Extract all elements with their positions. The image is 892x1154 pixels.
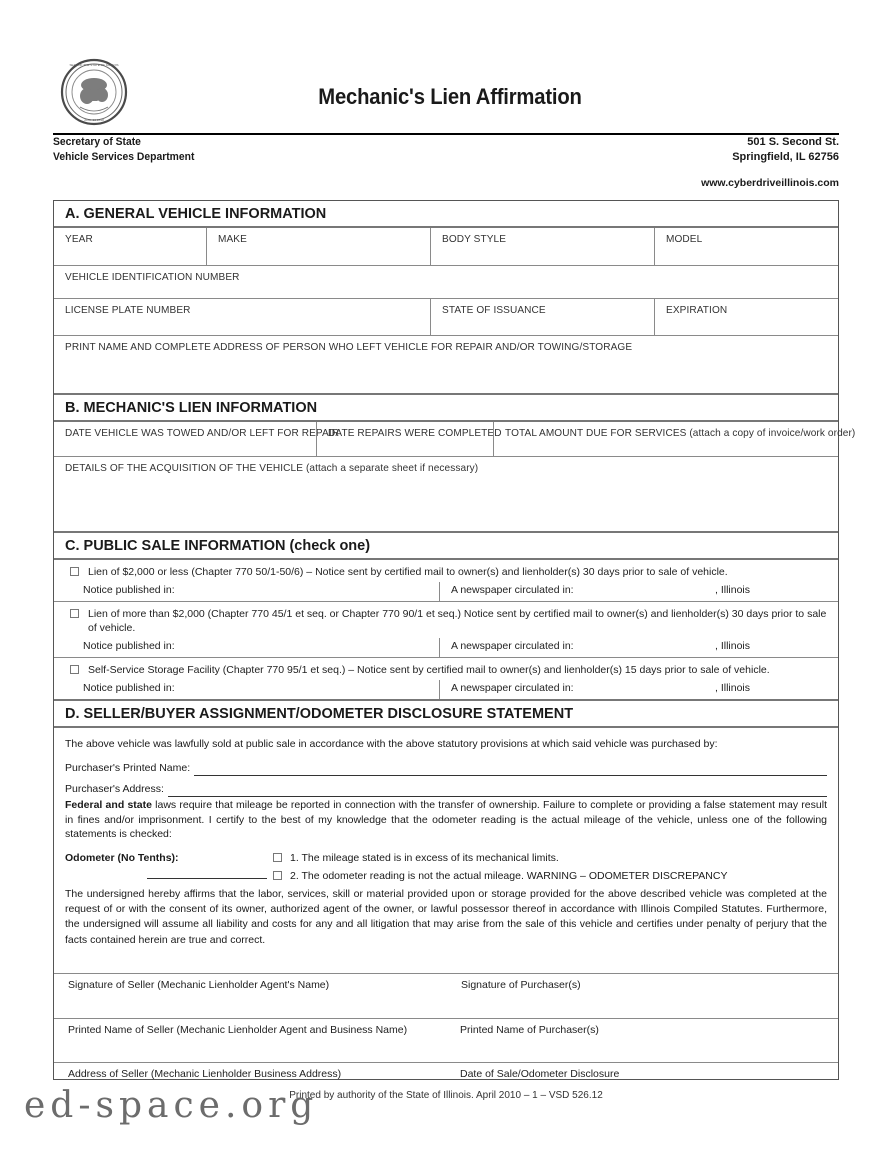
field-date-repairs-completed[interactable]: DATE REPAIRS WERE COMPLETED bbox=[316, 422, 493, 456]
signature-row-2 bbox=[54, 1018, 838, 1062]
section-c-heading: C. PUBLIC SALE INFORMATION (check one) bbox=[54, 531, 838, 560]
odometer-block bbox=[65, 851, 827, 887]
field-license-plate-number[interactable]: LICENSE PLATE NUMBER bbox=[65, 304, 191, 316]
field-vin[interactable]: VEHICLE IDENTIFICATION NUMBER bbox=[65, 271, 240, 283]
checkbox-lien-2000-or-less[interactable] bbox=[70, 567, 79, 576]
illinois-state-seal-icon bbox=[60, 55, 128, 129]
sale-intro-text: The above vehicle was lawfully sold at public sale in accordance with the above statutory provisions at which said vehicle was purchased by: bbox=[65, 738, 718, 750]
purchaser-address-label: Purchaser's Address: bbox=[65, 783, 164, 795]
watermark: ed-space.org bbox=[24, 1085, 319, 1126]
section-b-row-1 bbox=[54, 422, 856, 457]
purchaser-printed-name-label: Purchaser's Printed Name: bbox=[65, 762, 191, 774]
field-expiration[interactable]: EXPIRATION bbox=[654, 299, 838, 335]
odometer-reading-input[interactable] bbox=[147, 866, 267, 879]
public-sale-option-3[interactable]: Self-Service Storage Facility (Chapter 770 95/1 et seq.) – Notice sent by certified mail to owner(s) and lienholder(s) 15 days prior to sale of vehicle. Notice published in: A newspaper circulated in: , Illinois bbox=[54, 658, 838, 699]
section-a-row-3 bbox=[54, 299, 838, 336]
field-acquisition-details[interactable]: DETAILS OF THE ACQUISITION OF THE VEHICLE (attach a separate sheet if necessary) bbox=[65, 462, 479, 474]
odometer-label: Odometer (No Tenths): bbox=[65, 851, 179, 864]
form-body bbox=[53, 200, 856, 1080]
field-model[interactable]: MODEL bbox=[654, 228, 838, 265]
checkbox-odometer-discrepancy[interactable] bbox=[273, 871, 282, 880]
purchaser-printed-name-row[interactable] bbox=[65, 761, 827, 776]
public-sale-option-2[interactable]: Lien of more than $2,000 (Chapter 770 45/1 et seq. or Chapter 770 90/1 et seq.) Notice sent by certified mail to owner(s) and lienholder(s) 30 days prior to sale of vehicle. Notice published in: A newspaper circulated in: , Illinois bbox=[54, 602, 838, 658]
date-of-sale-field[interactable]: Date of Sale/Odometer Disclosure bbox=[460, 1067, 620, 1080]
address-of-seller-field[interactable]: Address of Seller (Mechanic Lienholder Business Address) bbox=[68, 1067, 342, 1080]
federal-disclosure-text: laws require that mileage be reported in connection with the transfer of ownership. Failure to complete or providing a false statement may result in fines and/or imprisonment. I certify to the best of my knowledge that the odometer reading is the actual mileage of the vehicle, unless one of the following statements is checked: bbox=[65, 799, 827, 841]
document-header bbox=[0, 0, 892, 190]
office-line-2: Vehicle Services Department bbox=[53, 151, 195, 163]
field-date-towed[interactable]: DATE VEHICLE WAS TOWED AND/OR LEFT FOR REPAIR bbox=[65, 427, 340, 439]
section-d-body bbox=[54, 728, 838, 963]
federal-bold-lead: Federal and state bbox=[65, 799, 152, 811]
signature-of-seller-field[interactable]: Signature of Seller (Mechanic Lienholder Agent's Name) bbox=[68, 978, 330, 991]
purchaser-address-input[interactable] bbox=[168, 786, 827, 797]
notice-published-in-3[interactable]: Notice published in: bbox=[54, 680, 440, 699]
odometer-option-2[interactable]: 2. The odometer reading is not the actual mileage. WARNING – ODOMETER DISCREPANCY bbox=[273, 869, 727, 884]
field-make[interactable]: MAKE bbox=[206, 228, 430, 265]
section-a-heading: A. GENERAL VEHICLE INFORMATION bbox=[54, 201, 838, 228]
address-line-1: 501 S. Second St. bbox=[747, 136, 839, 148]
field-body-style[interactable]: BODY STYLE bbox=[430, 228, 654, 265]
checkbox-self-service-storage[interactable] bbox=[70, 665, 79, 674]
affirmation-paragraph: The undersigned hereby affirms that the labor, services, skill or material provided upon or storage provided for the above described vehicle was completed at the request of or with the consent of its owner, authorized agent of the owner, or lawful possessor thereof in accordance with Illinois Compiled Statutes. Furthermore, the undersigned will assume all liability and costs for any and all litigation that may arise from the sale of this vehicle and certifies under penalty of perjury that the facts contained herein are true and correct. bbox=[65, 887, 827, 946]
printed-name-of-purchaser-field[interactable]: Printed Name of Purchaser(s) bbox=[460, 1023, 599, 1036]
section-a-row-2 bbox=[54, 266, 838, 299]
svg-text:SEAL OF THE STATE OF ILLINOIS: SEAL OF THE STATE OF ILLINOIS bbox=[69, 63, 119, 67]
page-title: Mechanic's Lien Affirmation bbox=[318, 84, 582, 109]
svg-text:AUG. 26 1818: AUG. 26 1818 bbox=[84, 118, 104, 122]
office-website[interactable]: www.cyberdriveillinois.com bbox=[701, 177, 839, 189]
field-person-name-address[interactable]: PRINT NAME AND COMPLETE ADDRESS OF PERSON WHO LEFT VEHICLE FOR REPAIR AND/OR TOWING/STORAGE bbox=[65, 341, 633, 353]
signature-of-purchaser-field[interactable]: Signature of Purchaser(s) bbox=[461, 978, 581, 991]
section-b-heading: B. MECHANIC'S LIEN INFORMATION bbox=[54, 393, 838, 422]
newspaper-circulated-in-1[interactable]: A newspaper circulated in: , Illinois bbox=[451, 584, 750, 596]
field-state-of-issuance[interactable]: STATE OF ISSUANCE bbox=[430, 299, 654, 335]
notice-published-in-2[interactable]: Notice published in: bbox=[54, 638, 440, 657]
checkbox-mileage-exceeds-limits[interactable] bbox=[273, 853, 282, 862]
field-total-amount-due[interactable]: TOTAL AMOUNT DUE FOR SERVICES (attach a copy of invoice/work order) bbox=[493, 422, 870, 456]
illinois-suffix: , Illinois bbox=[714, 584, 750, 596]
purchaser-address-row[interactable] bbox=[65, 782, 827, 797]
issuing-office bbox=[53, 135, 194, 165]
illinois-suffix: , Illinois bbox=[714, 682, 750, 694]
office-line-1: Secretary of State bbox=[53, 136, 141, 148]
federal-mileage-disclosure bbox=[65, 798, 827, 842]
address-line-2: Springfield, IL 62756 bbox=[732, 151, 839, 163]
section-b-row-2 bbox=[54, 457, 838, 531]
newspaper-circulated-in-3[interactable]: A newspaper circulated in: , Illinois bbox=[451, 682, 750, 694]
checkbox-lien-more-than-2000[interactable] bbox=[70, 609, 79, 618]
public-sale-option-1[interactable]: Lien of $2,000 or less (Chapter 770 50/1-50/6) – Notice sent by certified mail to owner(s) and lienholder(s) 30 days prior to sale of vehicle. Notice published in: A newspaper circulated in: , Illinois bbox=[54, 560, 838, 602]
odometer-option-1[interactable]: 1. The mileage stated is in excess of its mechanical limits. bbox=[273, 851, 727, 866]
print-authority-note: Printed by authority of the State of Illinois. April 2010 – 1 – VSD 526.12 bbox=[289, 1090, 603, 1101]
notice-published-in-1[interactable]: Notice published in: bbox=[54, 582, 440, 601]
printed-name-of-seller-field[interactable]: Printed Name of Seller (Mechanic Lienholder Agent and Business Name) bbox=[68, 1023, 408, 1036]
section-a-row-4 bbox=[54, 336, 838, 393]
field-year[interactable]: YEAR bbox=[65, 233, 93, 245]
office-address bbox=[701, 135, 839, 191]
newspaper-circulated-in-2[interactable]: A newspaper circulated in: , Illinois bbox=[451, 640, 750, 652]
section-a-row-1 bbox=[54, 228, 838, 266]
signature-row-1 bbox=[54, 974, 838, 1018]
illinois-suffix: , Illinois bbox=[714, 640, 750, 652]
section-d-heading: D. SELLER/BUYER ASSIGNMENT/ODOMETER DISCLOSURE STATEMENT bbox=[54, 699, 838, 728]
purchaser-printed-name-input[interactable] bbox=[194, 765, 827, 776]
